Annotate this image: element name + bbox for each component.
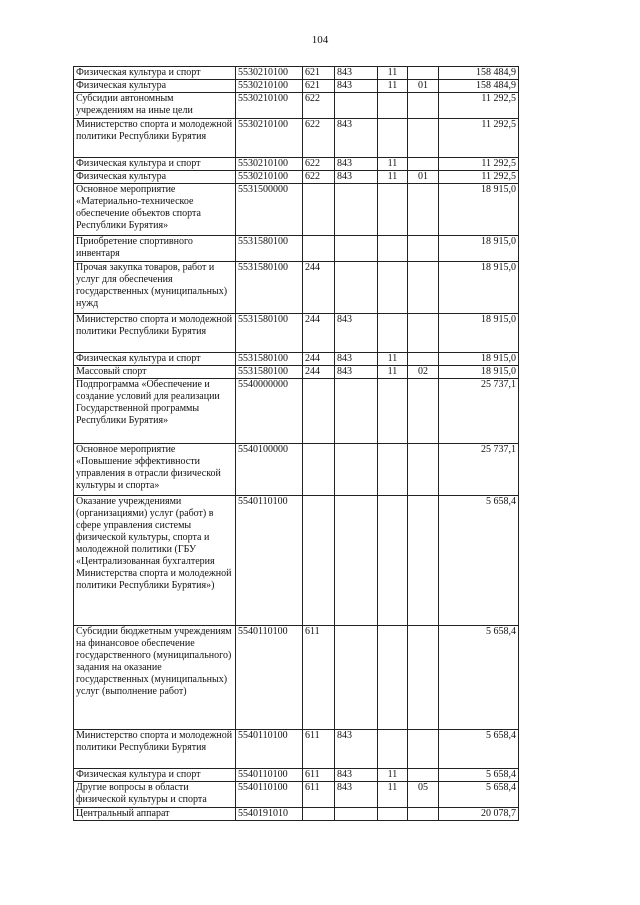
row-subsection: 05	[408, 782, 439, 808]
table-row	[74, 262, 519, 314]
row-target-code: 5540191010	[236, 808, 303, 821]
budget-table	[73, 66, 519, 821]
row-amount: 5 658,4	[439, 496, 519, 626]
row-subsection: 02	[408, 366, 439, 379]
row-target-code: 5540100000	[236, 444, 303, 496]
table-row	[74, 808, 519, 821]
row-target-code: 5530210100	[236, 67, 303, 80]
row-administrator	[335, 184, 378, 236]
row-name: Физическая культура и спорт	[74, 353, 236, 366]
row-section: 11	[378, 158, 408, 171]
row-name: Другие вопросы в области физической культуры и спорта	[74, 782, 236, 808]
row-expense-type: 244	[303, 366, 335, 379]
row-subsection: 01	[408, 80, 439, 93]
row-administrator	[335, 379, 378, 444]
row-subsection	[408, 496, 439, 626]
row-administrator: 843	[335, 171, 378, 184]
row-target-code: 5531580100	[236, 314, 303, 353]
row-section: 11	[378, 80, 408, 93]
row-expense-type	[303, 496, 335, 626]
row-amount: 11 292,5	[439, 158, 519, 171]
row-amount: 25 737,1	[439, 444, 519, 496]
row-administrator: 843	[335, 80, 378, 93]
row-target-code: 5540110100	[236, 769, 303, 782]
row-target-code: 5531500000	[236, 184, 303, 236]
table-row	[74, 119, 519, 158]
row-amount: 5 658,4	[439, 730, 519, 769]
row-section	[378, 184, 408, 236]
row-name: Массовый спорт	[74, 366, 236, 379]
row-expense-type	[303, 184, 335, 236]
table-row	[74, 444, 519, 496]
row-section	[378, 379, 408, 444]
table-row	[74, 158, 519, 171]
row-administrator	[335, 262, 378, 314]
row-subsection	[408, 93, 439, 119]
row-amount: 11 292,5	[439, 119, 519, 158]
row-subsection	[408, 353, 439, 366]
row-target-code: 5530210100	[236, 119, 303, 158]
row-expense-type: 611	[303, 782, 335, 808]
row-section	[378, 314, 408, 353]
row-subsection	[408, 67, 439, 80]
row-expense-type: 621	[303, 80, 335, 93]
row-expense-type	[303, 808, 335, 821]
table-row	[74, 184, 519, 236]
table-row	[74, 730, 519, 769]
row-expense-type: 622	[303, 93, 335, 119]
row-administrator: 843	[335, 782, 378, 808]
row-name: Прочая закупка товаров, работ и услуг для обеспечения государственных (муниципальных) нужд	[74, 262, 236, 314]
table-row	[74, 171, 519, 184]
row-expense-type: 621	[303, 67, 335, 80]
row-name: Субсидии бюджетным учреждениям на финансовое обеспечение государственного (муниципального) задания на оказание государственных (муниципальных) услуг (выполнение работ)	[74, 626, 236, 730]
row-name: Физическая культура и спорт	[74, 158, 236, 171]
row-administrator: 843	[335, 314, 378, 353]
row-expense-type: 611	[303, 626, 335, 730]
row-subsection	[408, 184, 439, 236]
row-name: Оказание учреждениями (организациями) услуг (работ) в сфере управления системы физической культуры, спорта и молодежной политики (ГБУ «Централизованная бухгалтерия Министерства спорта и молодежной политики Республики Бурятия»)	[74, 496, 236, 626]
row-section: 11	[378, 769, 408, 782]
row-subsection	[408, 769, 439, 782]
row-name: Физическая культура и спорт	[74, 67, 236, 80]
row-target-code: 5540110100	[236, 496, 303, 626]
page-number: 104	[311, 34, 329, 46]
row-name: Подпрограмма «Обеспечение и создание условий для реализации Государственной программы Республики Бурятия»	[74, 379, 236, 444]
row-amount: 18 915,0	[439, 314, 519, 353]
row-administrator: 843	[335, 353, 378, 366]
row-section	[378, 93, 408, 119]
row-administrator: 843	[335, 730, 378, 769]
row-section: 11	[378, 353, 408, 366]
row-section	[378, 236, 408, 262]
row-expense-type: 244	[303, 262, 335, 314]
row-target-code: 5531580100	[236, 236, 303, 262]
row-amount: 18 915,0	[439, 366, 519, 379]
row-subsection	[408, 808, 439, 821]
row-amount: 5 658,4	[439, 626, 519, 730]
row-section	[378, 496, 408, 626]
row-amount: 158 484,9	[439, 80, 519, 93]
row-name: Центральный аппарат	[74, 808, 236, 821]
row-target-code: 5530210100	[236, 171, 303, 184]
row-target-code: 5540110100	[236, 626, 303, 730]
row-amount: 5 658,4	[439, 769, 519, 782]
row-subsection	[408, 626, 439, 730]
row-expense-type: 244	[303, 353, 335, 366]
row-administrator	[335, 93, 378, 119]
table-row	[74, 314, 519, 353]
row-subsection	[408, 379, 439, 444]
row-expense-type: 611	[303, 730, 335, 769]
row-name: Физическая культура	[74, 80, 236, 93]
row-administrator: 843	[335, 366, 378, 379]
row-administrator: 843	[335, 67, 378, 80]
row-target-code: 5540110100	[236, 782, 303, 808]
table-row	[74, 782, 519, 808]
row-expense-type: 244	[303, 314, 335, 353]
row-section: 11	[378, 67, 408, 80]
row-amount: 11 292,5	[439, 171, 519, 184]
row-name: Основное мероприятие «Материально-техническое обеспечение объектов спорта Республики Бурятия»	[74, 184, 236, 236]
table-row	[74, 366, 519, 379]
row-section	[378, 444, 408, 496]
row-amount: 18 915,0	[439, 184, 519, 236]
row-amount: 18 915,0	[439, 353, 519, 366]
table-row	[74, 236, 519, 262]
row-section: 11	[378, 171, 408, 184]
row-target-code: 5540000000	[236, 379, 303, 444]
table-row	[74, 353, 519, 366]
row-amount: 25 737,1	[439, 379, 519, 444]
row-subsection	[408, 730, 439, 769]
row-section	[378, 626, 408, 730]
row-expense-type: 622	[303, 158, 335, 171]
row-target-code: 5531580100	[236, 262, 303, 314]
row-target-code: 5540110100	[236, 730, 303, 769]
row-administrator	[335, 236, 378, 262]
row-section: 11	[378, 782, 408, 808]
row-name: Министерство спорта и молодежной политики Республики Бурятия	[74, 730, 236, 769]
row-expense-type	[303, 236, 335, 262]
row-name: Основное мероприятие «Повышение эффективности управления в отрасли физической культуры и спорта»	[74, 444, 236, 496]
row-section	[378, 119, 408, 158]
table-row	[74, 67, 519, 80]
row-administrator	[335, 496, 378, 626]
row-name: Приобретение спортивного инвентаря	[74, 236, 236, 262]
row-amount: 20 078,7	[439, 808, 519, 821]
row-amount: 18 915,0	[439, 236, 519, 262]
row-name: Физическая культура	[74, 171, 236, 184]
row-amount: 18 915,0	[439, 262, 519, 314]
row-subsection	[408, 444, 439, 496]
row-administrator: 843	[335, 769, 378, 782]
row-amount: 158 484,9	[439, 67, 519, 80]
row-expense-type: 622	[303, 119, 335, 158]
row-target-code: 5530210100	[236, 80, 303, 93]
table-row	[74, 80, 519, 93]
row-subsection	[408, 158, 439, 171]
row-name: Субсидии автономным учреждениям на иные цели	[74, 93, 236, 119]
row-section	[378, 262, 408, 314]
row-name: Министерство спорта и молодежной политики Республики Бурятия	[74, 314, 236, 353]
row-section: 11	[378, 366, 408, 379]
row-target-code: 5531580100	[236, 353, 303, 366]
row-amount: 11 292,5	[439, 93, 519, 119]
row-subsection: 01	[408, 171, 439, 184]
row-subsection	[408, 236, 439, 262]
table-row	[74, 769, 519, 782]
row-section	[378, 808, 408, 821]
table-row	[74, 626, 519, 730]
row-name: Министерство спорта и молодежной политики Республики Бурятия	[74, 119, 236, 158]
row-section	[378, 730, 408, 769]
table-row	[74, 93, 519, 119]
row-subsection	[408, 262, 439, 314]
row-name: Физическая культура и спорт	[74, 769, 236, 782]
row-target-code: 5530210100	[236, 158, 303, 171]
row-expense-type	[303, 379, 335, 444]
row-target-code: 5531580100	[236, 366, 303, 379]
row-expense-type	[303, 444, 335, 496]
row-expense-type: 611	[303, 769, 335, 782]
row-administrator	[335, 808, 378, 821]
table-row	[74, 379, 519, 444]
row-administrator	[335, 444, 378, 496]
table-row	[74, 496, 519, 626]
row-expense-type: 622	[303, 171, 335, 184]
row-administrator: 843	[335, 119, 378, 158]
row-target-code: 5530210100	[236, 93, 303, 119]
row-subsection	[408, 314, 439, 353]
row-subsection	[408, 119, 439, 158]
row-administrator: 843	[335, 158, 378, 171]
row-amount: 5 658,4	[439, 782, 519, 808]
row-administrator	[335, 626, 378, 730]
